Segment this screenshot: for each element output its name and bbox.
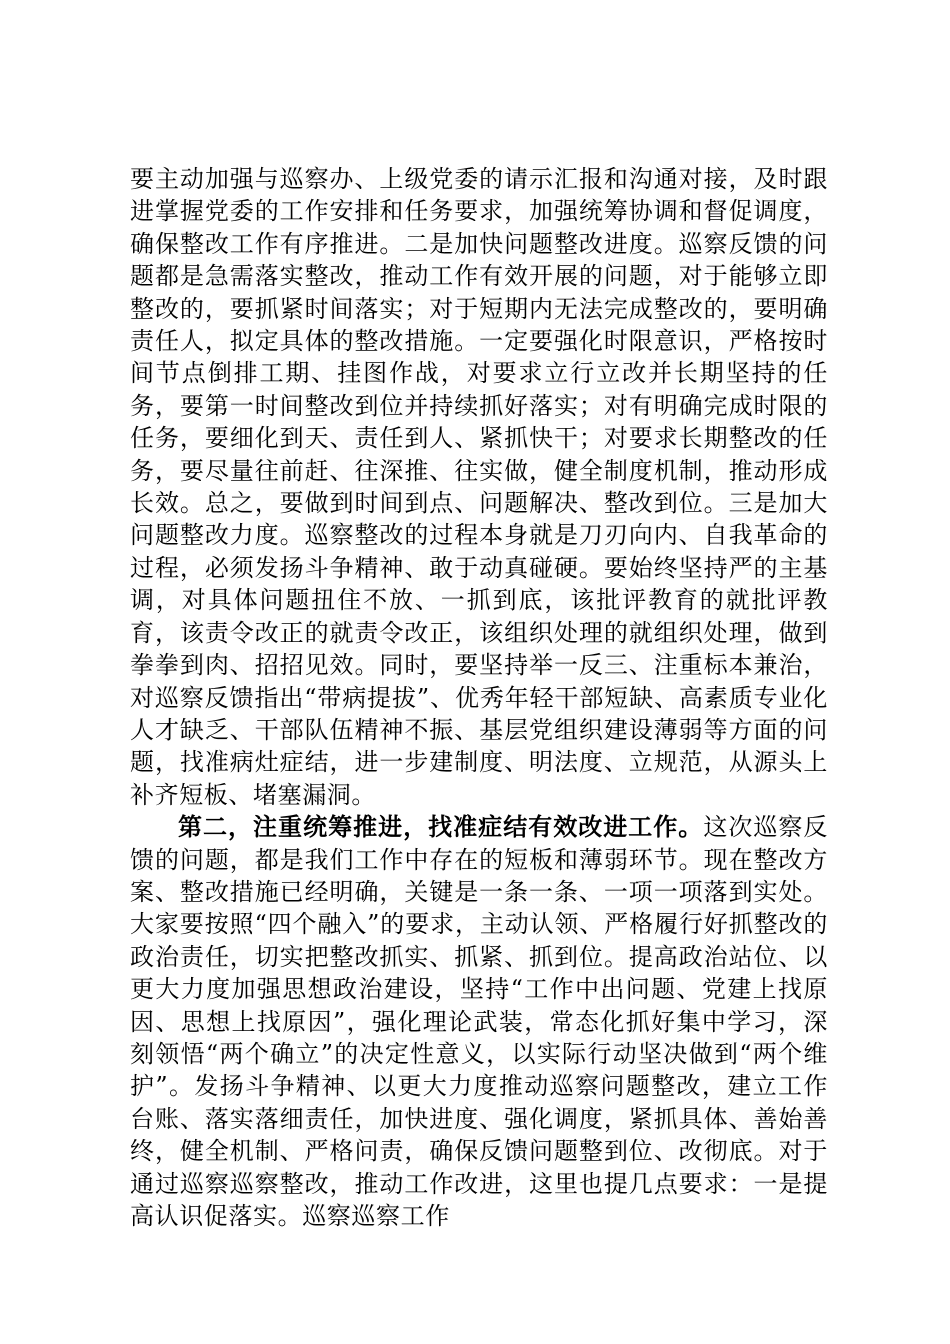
paragraph-1-text: 要主动加强与巡察办、上级党委的请示汇报和沟通对接，及时跟进掌握党委的工作安排和任务要求，加强统筹协调和督促调度，确保整改工作有序推进。二是加快问题整改进度。巡察反馈的问题都是急需落实整改，推动工作有效开展的问题，对于能够立即整改的，要抓紧时间落实；对于短期内无法完成整改的，要明确责任人，拟定具体的整改措施。一定要强化时限意识，严格按时间节点倒排工期、挂图作战，对要求立行立改并长期坚持的任务，要第一时间整改到位并持续抓好落实；对有明确完成时限的任务，要细化到天、责任到人、紧抓快干；对要求长期整改的任务，要尽量往前赶、往深推、往实做，健全制度机制，推动形成长效。总之，要做到时间到点、问题解决、整改到位。三是加大问题整改力度。巡察整改的过程本身就是刀刃向内、自我革命的过程，必须发扬斗争精神、敢于动真碰硬。要始终坚持严的主基调，对具体问题扭住不放、一抓到底，该批评教育的就批评教育，该责令改正的就责令改正，该组织处理的就组织处理，做到拳拳到肉、招招见效。同时，要坚持举一反三、注重标本兼治，对巡察反馈指出“带病提拔”、优秀年轻干部短缺、高素质专业化人才缺乏、干部队伍精神不振、基层党组织建设薄弱等方面的问题，找准病灶症结，进一步建制度、明法度、立规范，从源头上补齐短板、堵塞漏洞。 bbox=[130, 165, 828, 809]
paragraph-second-point bbox=[130, 811, 828, 1232]
paragraph-2-heading: 第二，注重统筹推进，找准症结有效改进工作。 bbox=[178, 812, 704, 842]
document-body bbox=[130, 163, 828, 1232]
paragraph-2-text: 这次巡察反馈的问题，都是我们工作中存在的短板和薄弱环节。现在整改方案、整改措施已经明确，关键是一条一条、一项一项落到实处。大家要按照“四个融入”的要求，主动认领、严格履行好抓整改的政治责任，切实把整改抓实、抓紧、抓到位。提高政治站位、以更大力度加强思想政治建设，坚持“工作中出问题、党建上找原因、思想上找原因”，强化理论武装，常态化抓好集中学习，深刻领悟“两个确立”的决定性意义，以实际行动坚决做到“两个维护”。发扬斗争精神、以更大力度推动巡察问题整改，建立工作台账、落实落细责任，加快进度、强化调度，紧抓具体、善始善终，健全机制、严格问责，确保反馈问题整到位、改彻底。对于通过巡察巡察整改，推动工作改进，这里也提几点要求：一是提高认识促落实。巡察巡察工作 bbox=[130, 813, 828, 1230]
paragraph-continued bbox=[130, 163, 828, 811]
